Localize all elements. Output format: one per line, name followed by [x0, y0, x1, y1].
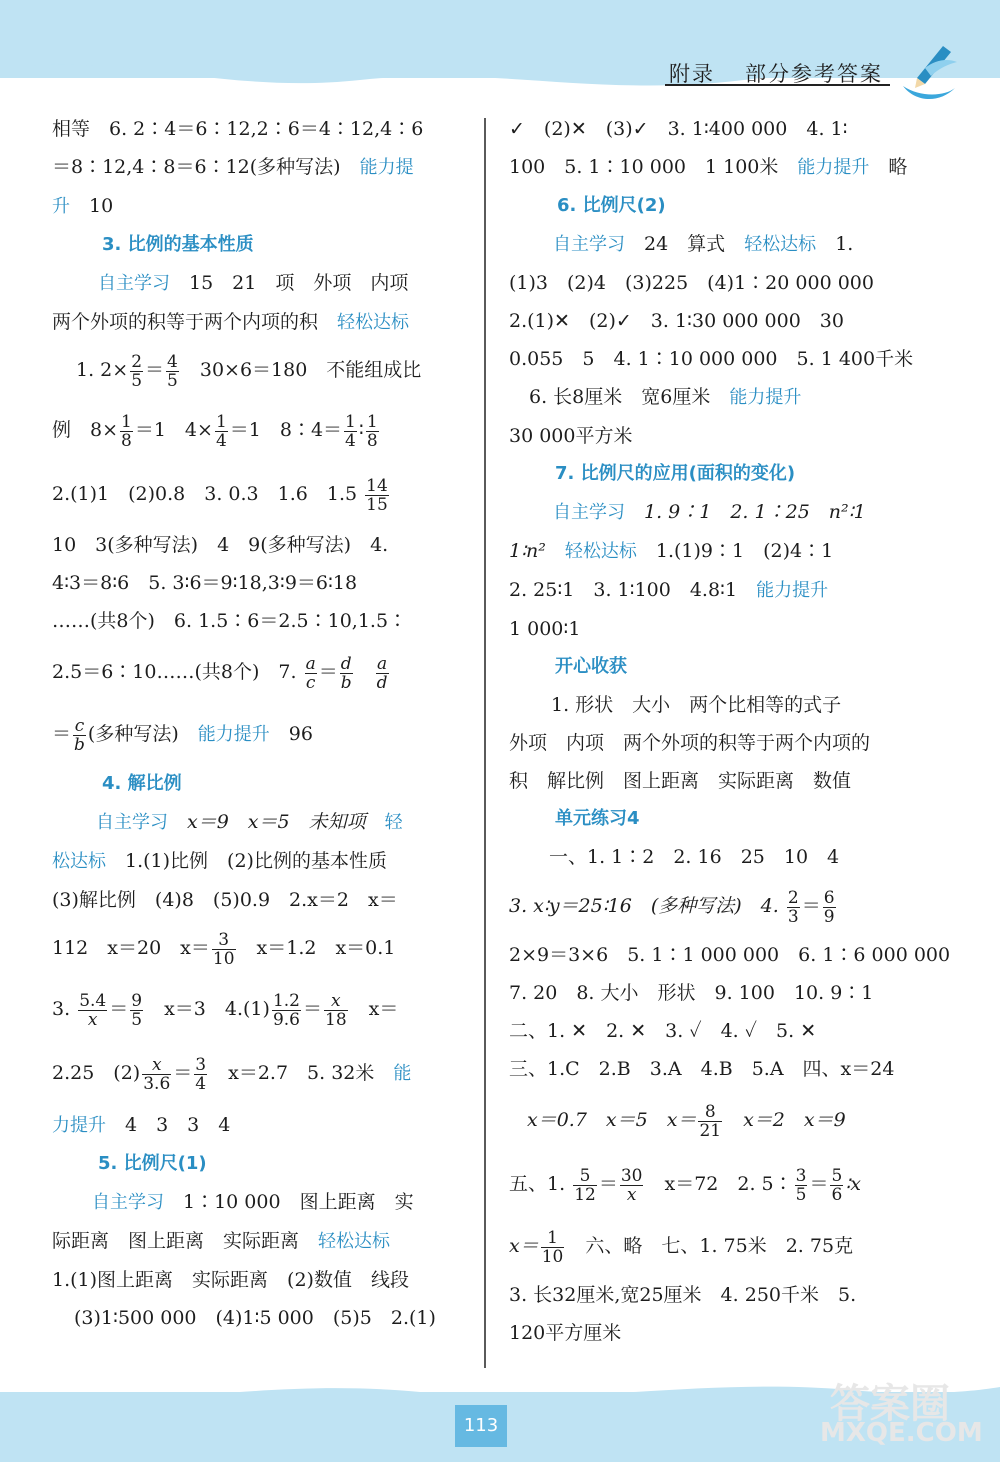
section-title: 5. 比例尺(1): [98, 1153, 207, 1174]
text: 1.(1)比例 (2)比例的基本性质: [106, 850, 387, 872]
right-column: [509, 110, 951, 1352]
text-line: 30 000平方米: [509, 425, 633, 447]
watermark-line2: MXQE.COM: [820, 1418, 983, 1448]
keyword-ability: 能力提: [359, 157, 414, 178]
den: 5: [795, 1184, 807, 1205]
text: 六、略 七、1. 75米 2. 75克: [566, 1235, 854, 1257]
text-line: 4∶3＝8∶6 5. 3∶6＝9∶18,3∶9＝6∶18: [52, 572, 358, 594]
text: ＝1 8∶4＝: [229, 419, 343, 441]
text-line: (1)3 (2)4 (3)225 (4)1∶20 000 000: [509, 272, 874, 294]
text: 1.: [816, 233, 854, 255]
text: ＝: [173, 1062, 193, 1084]
den: x: [87, 1009, 98, 1030]
num: x: [324, 992, 348, 1011]
den: 5: [131, 1009, 143, 1030]
page-number: 113: [455, 1405, 507, 1447]
text: ∶: [358, 419, 364, 441]
den: b: [340, 672, 352, 693]
den: 5: [131, 370, 143, 391]
den: 15: [366, 494, 388, 515]
fraction: [166, 353, 179, 390]
text-line: [52, 1183, 462, 1222]
den: d: [376, 672, 388, 693]
text: 24 算式: [625, 233, 745, 255]
text-line: [52, 704, 462, 765]
text: ＝: [52, 723, 72, 745]
text-line: (3)解比例 (4)8 (5)0.9 2.x＝2 x＝: [52, 889, 398, 911]
text-line: [52, 842, 462, 881]
den: 4: [195, 1073, 207, 1094]
num: 8: [698, 1103, 722, 1122]
text-line: (3)1∶500 000 (4)1∶5 000 (5)5 2.(1): [74, 1307, 436, 1329]
text-line: 外项 内项 两个外项的积等于两个内项的: [509, 732, 871, 754]
fraction: [194, 1056, 207, 1093]
fraction: [344, 413, 357, 450]
text-line: [52, 342, 462, 398]
fraction: [212, 931, 236, 968]
text-line: [52, 264, 462, 303]
watermark: [820, 1372, 990, 1456]
text: 五、1.: [509, 1173, 566, 1195]
keyword-self-study: 自主学习: [553, 234, 625, 255]
text-line: [509, 571, 915, 610]
fraction: [830, 1167, 843, 1204]
den: 9: [823, 906, 835, 927]
column-divider: [484, 118, 486, 1368]
text-line: [509, 1088, 915, 1152]
text: ＝: [145, 359, 165, 381]
num: 2: [787, 887, 799, 908]
num: 4: [167, 351, 178, 372]
num: 5: [831, 1165, 843, 1186]
text-line: 3. 长32厘米,宽25厘米 4. 250千米 5.: [509, 1284, 857, 1306]
text: ＝: [109, 998, 129, 1020]
text-line: 二、1. ✕ 2. ✕ 3. ✓ 4. ✓ 5. ✕: [509, 1020, 817, 1042]
den: 8: [121, 430, 132, 451]
fraction: [78, 992, 107, 1029]
text-line: 相等 6. 2∶4＝6∶12,2∶6＝4∶12,4∶6: [52, 118, 424, 140]
den: 8: [366, 430, 378, 451]
den: 10: [541, 1246, 564, 1267]
keyword-easy: 轻: [384, 812, 403, 833]
section-title: 3. 比例的基本性质: [102, 234, 254, 255]
keyword-easy: 轻松达标: [337, 312, 410, 333]
header-appendix: 附录: [669, 62, 715, 86]
num: 1: [215, 411, 227, 432]
text: x＝2 x＝9: [724, 1109, 846, 1131]
text-line: ✓ (2)✕ (3)✓ 3. 1∶400 000 4. 1∶: [509, 118, 848, 140]
fraction: [340, 655, 353, 692]
text-line: 1. 形状 大小 两个比相等的式子: [551, 694, 842, 716]
text: x＝9 x＝5 未知项: [168, 811, 385, 833]
text: x＝: [509, 1235, 539, 1257]
text: x＝1.2 x＝0.1: [237, 937, 396, 959]
text-line: 2.(1)✕ (2)✓ 3. 1∶30 000 000 30: [509, 310, 844, 332]
text-line: [509, 532, 915, 571]
keyword-ability: 能力提升: [797, 157, 870, 178]
den: 3.6: [143, 1073, 171, 1094]
text-line: [509, 378, 915, 417]
text-line: [509, 493, 915, 532]
fraction: [130, 353, 143, 390]
fraction: [376, 655, 389, 692]
fraction: [573, 1167, 597, 1204]
text: 两个外项的积等于两个内项的积: [52, 311, 338, 333]
text-line: 0.055 5 4. 1∶10 000 000 5. 1 400千米: [509, 348, 914, 370]
fraction: [620, 1167, 644, 1204]
text-line: 10 3(多种写法) 4 9(多种写法) 4.: [52, 534, 389, 556]
den: c: [305, 672, 316, 693]
text-line: [52, 640, 462, 704]
den: x: [626, 1184, 637, 1205]
text: 6. 长8厘米 宽6厘米: [529, 386, 730, 408]
keyword-self-study: 自主学习: [98, 273, 170, 294]
pencil-logo-icon: [895, 38, 965, 108]
text: 30×6＝180 不能组成比: [180, 359, 422, 381]
text: 际距离 图上距离 实际距离: [52, 1230, 319, 1252]
section-title: 6. 比例尺(2): [557, 195, 666, 216]
num: 3: [795, 1165, 807, 1186]
fraction: [365, 477, 389, 514]
section-title: 单元练习4: [555, 808, 640, 829]
text-line: [509, 225, 915, 264]
fraction: [366, 413, 379, 450]
text: (多种写法): [87, 723, 198, 745]
text: 1.(1)9∶1 (2)4∶1: [636, 540, 834, 562]
text: ＝: [302, 998, 322, 1020]
keyword-ability: 力提升: [52, 1115, 106, 1136]
keyword-self-study: 自主学习: [96, 812, 168, 833]
text-line: [52, 1222, 462, 1261]
text: 1∶n²: [509, 540, 565, 562]
num: 1: [541, 1229, 565, 1248]
text-line: [52, 303, 462, 342]
num: 1: [366, 411, 378, 432]
den: 4: [215, 430, 227, 451]
text-line: [52, 1106, 462, 1145]
fraction: [324, 992, 348, 1029]
text-line: [52, 462, 462, 526]
text: 3.: [52, 998, 71, 1020]
fraction: [795, 1167, 808, 1204]
text: 96: [269, 723, 313, 745]
den: 12: [574, 1184, 596, 1205]
text: ＝: [809, 1173, 829, 1195]
keyword-ability: 升: [52, 196, 70, 217]
text: 2. 25∶1 3. 1∶100 4.8∶1: [509, 579, 757, 601]
watermark-line1: 答案圈: [830, 1381, 950, 1427]
text: 100 5. 1∶10 000 1 100米: [509, 156, 798, 178]
text-line: [509, 148, 915, 187]
text: 3. x∶y＝25∶16 (多种写法) 4.: [509, 895, 779, 917]
keyword-easy: 轻松达标: [744, 234, 817, 255]
text: 略: [869, 156, 908, 178]
num: c: [74, 715, 85, 736]
text-line: 三、1.C 2.B 3.A 4.B 5.A 四、x＝24: [509, 1058, 895, 1080]
den: 10: [212, 948, 235, 969]
text: ∶x: [845, 1173, 861, 1195]
text-line: [52, 187, 462, 226]
keyword-ability: 能力提升: [729, 387, 802, 408]
header-answers: 部分参考答案: [745, 62, 883, 86]
fraction: [215, 413, 228, 450]
text-line: 一、1. 1∶2 2. 16 25 10 4: [549, 846, 840, 868]
text-line: [52, 803, 462, 842]
num: 1.2: [272, 990, 300, 1011]
keyword-ability: 能力提升: [756, 580, 829, 601]
text-line: 120平方厘米: [509, 1322, 622, 1344]
fraction: [120, 413, 133, 450]
text-line: 1 000∶1: [509, 618, 581, 640]
fraction: [698, 1103, 722, 1140]
text: 2.25 (2): [52, 1062, 141, 1084]
num: x: [142, 1056, 171, 1075]
text-line: [52, 1041, 462, 1106]
text: x＝72 2. 5∶: [645, 1173, 793, 1195]
text: 112 x＝20 x＝: [52, 937, 210, 959]
text: x＝0.7 x＝5 x＝: [527, 1109, 697, 1131]
keyword-self-study: 自主学习: [92, 1192, 164, 1213]
fraction: [272, 992, 301, 1029]
den: 3: [787, 906, 799, 927]
text-line: 7. 20 8. 大小 形状 9. 100 10. 9∶1: [509, 982, 874, 1004]
fraction: [823, 889, 836, 926]
fraction: [305, 655, 317, 692]
text-line: [509, 1216, 915, 1276]
text: 15 21 项 外项 内项: [170, 272, 409, 294]
text-line: [509, 1152, 915, 1216]
text-line: 1.(1)图上距离 实际距离 (2)数值 线段: [52, 1269, 409, 1291]
den: 4: [345, 430, 356, 451]
num: 3: [212, 931, 236, 950]
num: 14: [366, 475, 388, 496]
text-line: 2×9＝3×6 5. 1∶1 000 000 6. 1∶6 000 000: [509, 944, 951, 966]
den: b: [74, 734, 85, 755]
den: 6: [831, 1184, 843, 1205]
text-line: ……(共8个) 6. 1.5∶6＝2.5∶10,1.5∶: [52, 610, 408, 632]
fraction: [73, 717, 86, 754]
text-line: [52, 148, 462, 187]
text: x＝: [349, 998, 399, 1020]
text: ＝8∶12,4∶8＝6∶12(多种写法): [52, 156, 360, 178]
keyword-ability: 能力提升: [197, 724, 270, 745]
keyword-self-study: 自主学习: [553, 502, 625, 523]
den: 9.6: [272, 1009, 300, 1030]
fraction: [130, 992, 143, 1029]
text: 1∶10 000 图上距离 实: [164, 1191, 414, 1213]
den: 18: [325, 1009, 347, 1030]
num: 9: [131, 990, 143, 1011]
text: 例 8×: [52, 419, 119, 441]
num: 1: [121, 411, 132, 432]
text-line: 积 解比例 图上距离 实际距离 数值: [509, 770, 852, 792]
fraction: [541, 1229, 565, 1266]
num: 1: [345, 411, 356, 432]
text: 1. 2×: [76, 359, 129, 381]
text: 4 3 3 4: [106, 1114, 231, 1136]
num: d: [340, 653, 352, 674]
section-title: 4. 解比例: [102, 773, 182, 794]
num: 2: [131, 351, 143, 372]
text: ＝1 4×: [134, 419, 213, 441]
text: 2.(1)1 (2)0.8 3. 0.3 1.6 1.5: [52, 483, 358, 505]
num: 30: [620, 1165, 643, 1186]
keyword-ability: 能: [393, 1063, 412, 1084]
num: a: [377, 653, 388, 674]
num: 6: [823, 887, 835, 908]
keyword-easy: 松达标: [52, 851, 106, 872]
den: 5: [167, 370, 178, 391]
section-title: 7. 比例尺的应用(面积的变化): [555, 463, 796, 484]
text: 2.5＝6∶10……(共8个) 7.: [52, 661, 297, 683]
fraction: [787, 889, 800, 926]
text: x＝2.7 5. 32米: [209, 1062, 394, 1084]
fraction: [142, 1056, 171, 1093]
num: 5: [573, 1167, 597, 1186]
text-line: [52, 919, 462, 977]
text-line: [52, 977, 462, 1041]
text: ＝: [801, 895, 821, 917]
running-header: [665, 58, 890, 86]
text: 1. 9∶1 2. 1∶25 n²∶1: [625, 501, 866, 523]
text: ＝: [318, 661, 338, 683]
section-title: 开心收获: [555, 656, 627, 677]
text-line: [509, 876, 915, 936]
den: 21: [699, 1120, 722, 1141]
keyword-easy: 轻松达标: [318, 1231, 391, 1252]
num: 3: [195, 1054, 207, 1075]
keyword-easy: 轻松达标: [564, 541, 637, 562]
text: ＝: [598, 1173, 618, 1195]
text: x＝3 4.(1): [145, 998, 270, 1020]
text-line: [52, 398, 462, 462]
num: a: [305, 653, 316, 674]
text: 10: [70, 195, 114, 217]
left-column: [52, 110, 462, 1337]
num: 5.4: [79, 990, 107, 1011]
